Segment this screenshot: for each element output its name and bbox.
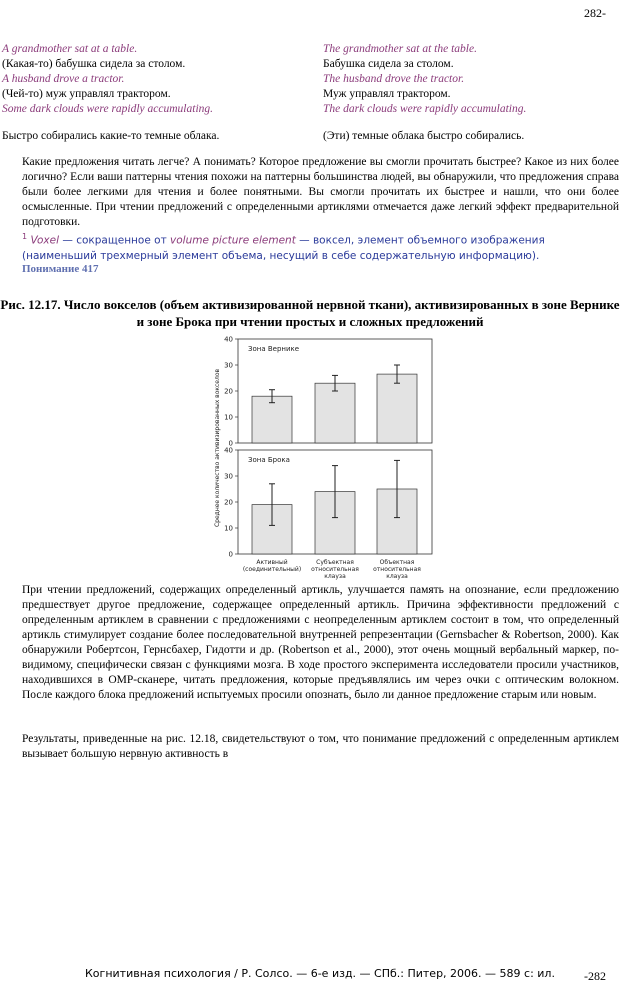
x-category-labels [243, 559, 421, 580]
example-left-2: (Какая-то) бабушка сидела за столом. [2, 58, 186, 70]
example-left-5: Some dark clouds were rapidly accumulating. [2, 103, 214, 115]
x-category-line: относительная [373, 566, 421, 573]
panel-title: Зона Брока [248, 456, 290, 464]
footnote-source: volume picture element [170, 234, 296, 247]
example-right-6: (Эти) темные облака быстро собирались. [323, 130, 525, 142]
example-left-4: (Чей-то) муж управлял трактором. [2, 88, 171, 100]
y-tick-label: 10 [224, 524, 233, 533]
x-category-line: Субъектная [316, 559, 354, 566]
y-tick-label: 20 [224, 387, 233, 396]
x-category-line: (соединительный) [242, 566, 302, 573]
example-left-1: A grandmother sat at a table. [2, 43, 138, 55]
y-tick-label: 30 [224, 472, 233, 481]
x-category-line: Активный [256, 559, 288, 566]
page-number-top: 282- [584, 6, 606, 20]
example-right-3: The husband drove the tractor. [323, 73, 465, 85]
footer-citation: Когнитивная психология / Р. Солсо. — 6-е изд. — СПб.: Питер, 2006. — 589 с: ил. [85, 967, 555, 980]
bar [377, 374, 417, 443]
page-number-bottom: -282 [584, 969, 606, 983]
y-tick-label: 0 [228, 550, 233, 559]
panel-title: Зона Вернике [248, 345, 300, 353]
y-tick-label: 30 [224, 361, 233, 370]
example-left-3: A husband drove a tractor. [2, 73, 125, 85]
y-tick-label: 40 [224, 335, 233, 344]
paragraph-2 [22, 583, 619, 703]
x-category-label [311, 559, 359, 580]
footnote-dash: — сокращенное от [59, 234, 171, 247]
example-right-1: The grandmother sat at the table. [323, 43, 477, 55]
y-tick-label: 10 [224, 413, 233, 422]
figure-caption: Рис. 12.17. Число вокселов (объем активизированной нервной ткани), активизированных в зоне Вернике и зоне Брока при чтении простых и сложных предложений [0, 297, 620, 329]
paragraph-2-text: При чтении предложений, содержащих определенный артикль, улучшается память на опознание, если предложению предшествует другое предложение, содержащее определенный артикль. Причина эффективности предложений с определенным артиклем в сравнении с предложениями с неопределенным артиклем состоит в том, что определенный артикль стимулирует создание более последовательной внутренней репрезентации (Gernsbacher & Robertson, 2000). Как обнаружили Робертсон, Гернсбахер, Гидотти и др. (Robertson et al., 2000), этот очень мощный вербальный маркер, по-видимому, специфически связан с функциями мозга. В ходе простого эксперимента исследователи просили участников, находившихся в ОМР-сканере, читать предложения, которые предъявлялись им через очки с оптическим волокном. После каждого блока предложений испытуемых просили опознать, было ли данное предложение старым или новым. [22, 584, 619, 701]
footnote-term: Voxel [30, 234, 60, 247]
x-category-label [243, 559, 301, 573]
chart-panels [224, 336, 432, 559]
x-category-line: клауза [324, 573, 346, 580]
y-axis-label: Среднее количество активизированных вокселов [214, 368, 221, 528]
footnote [22, 229, 619, 264]
paragraph-3 [22, 732, 619, 762]
x-category-line: клауза [386, 573, 408, 580]
y-tick-label: 0 [228, 439, 233, 448]
example-right-2: Бабушка сидела за столом. [323, 58, 454, 70]
example-left-6: Быстро собирались какие-то темные облака. [2, 130, 220, 142]
footnote-mark: 1 [22, 232, 28, 241]
x-category-line: Объектная [379, 559, 415, 566]
example-right-5: The dark clouds were rapidly accumulating. [323, 103, 527, 115]
bar [315, 383, 355, 443]
x-category-label [373, 559, 421, 580]
x-category-line: относительная [311, 566, 359, 573]
y-tick-label: 40 [224, 446, 233, 455]
example-right-4: Муж управлял трактором. [323, 88, 451, 100]
figure-chart [200, 333, 440, 580]
paragraph-1 [22, 155, 619, 230]
paragraph-1-text: Какие предложения читать легче? А понимать? Которое предложение вы смогли прочитать быстрее? Какое из них более логично? Если ваши паттерны чтения похожи на паттерны большинства людей, вы обнаружили, что предложения справа были более легкими для чтения и более понятными. Вы смогли прочитать их быстрее и нашли, что они более осмысленные. При чтении предложений с определенными артиклями отмечается даже легкий эффект предварительной подготовки. [22, 156, 619, 228]
section-label: Понимание 417 [22, 263, 99, 275]
paragraph-3-text: Результаты, приведенные на рис. 12.18, свидетельствуют о том, что понимание предложений с определенным артиклем вызывает большую нервную активность в [22, 733, 619, 760]
footnote-rest: — воксел, элемент объемного изображения (наименьший трехмерный элемент объема, несущий в себе содержательную информацию). [22, 234, 545, 262]
bar [252, 396, 292, 443]
y-tick-label: 20 [224, 498, 233, 507]
